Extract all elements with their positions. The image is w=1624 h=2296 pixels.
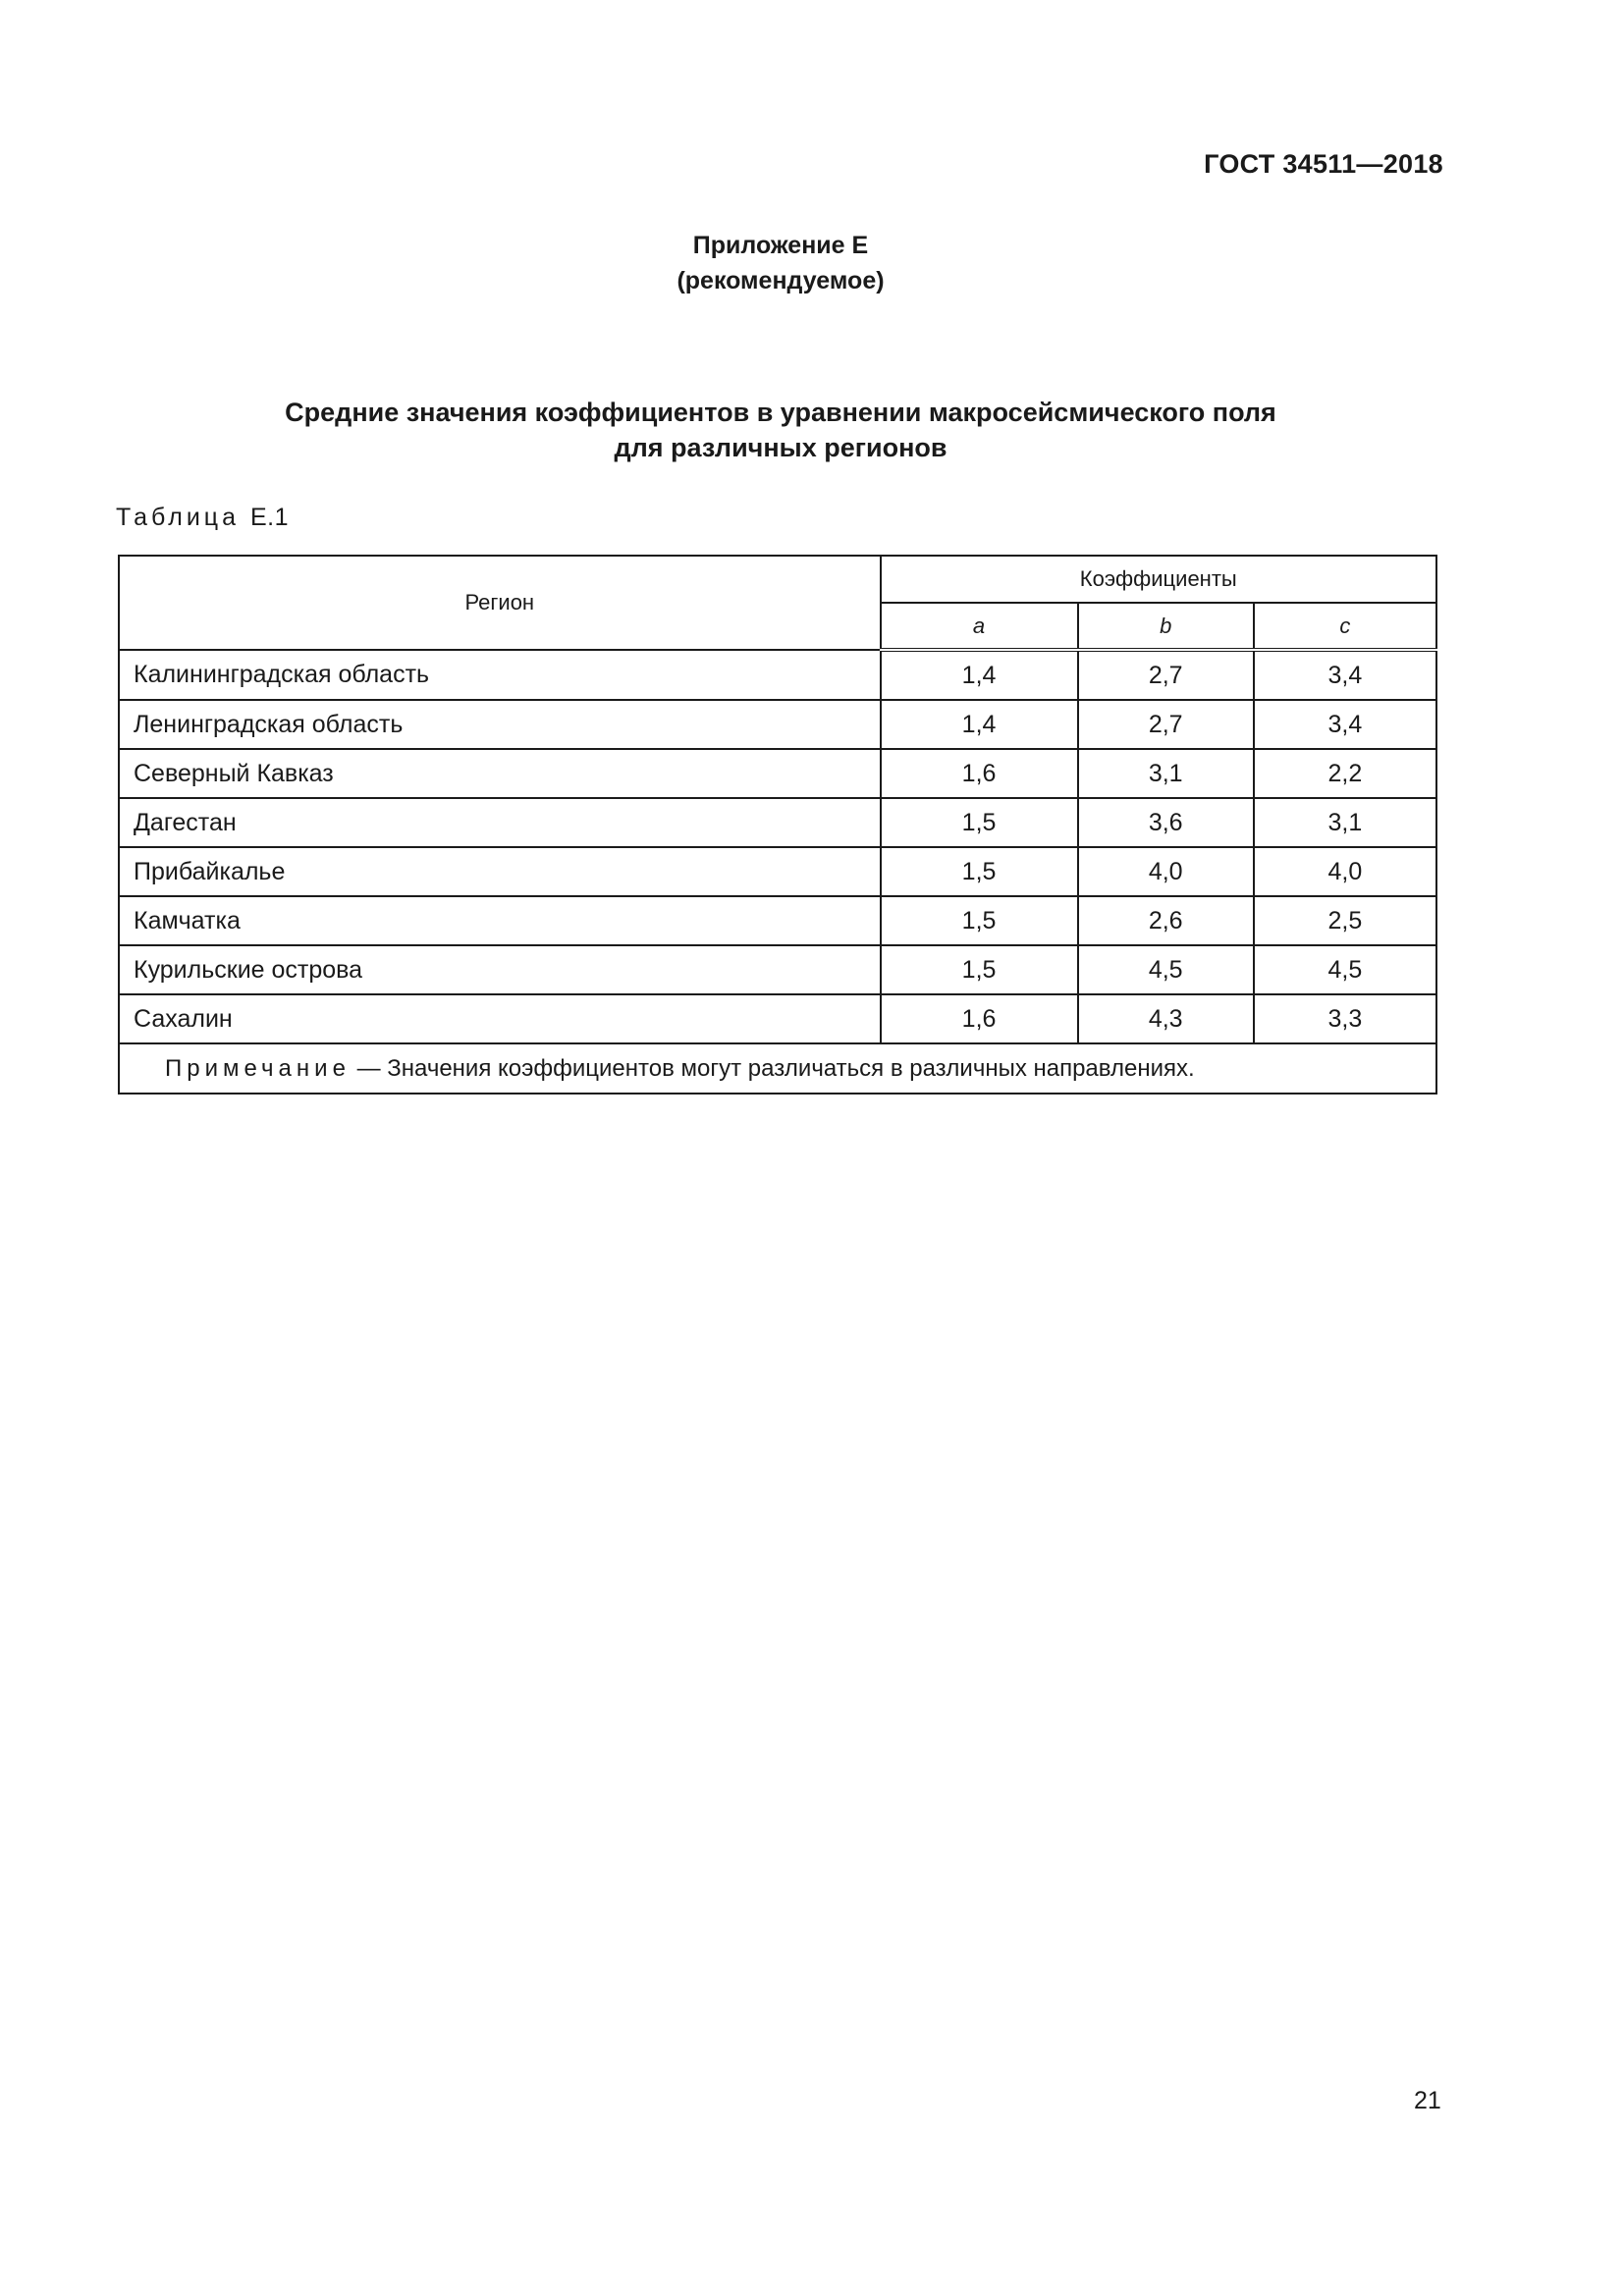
table-row xyxy=(119,847,1436,896)
cell-a: 1,5 xyxy=(881,798,1078,847)
document-id: ГОСТ 34511—2018 xyxy=(1204,149,1443,179)
cell-a: 1,6 xyxy=(881,749,1078,798)
table-row xyxy=(119,896,1436,945)
table-caption-number: Е.1 xyxy=(249,504,290,531)
table-row xyxy=(119,650,1436,700)
cell-b: 2,6 xyxy=(1078,896,1254,945)
cell-c: 3,3 xyxy=(1254,994,1436,1043)
page-number: 21 xyxy=(1414,2087,1441,2114)
coefficients-table xyxy=(118,555,1437,1095)
cell-a: 1,4 xyxy=(881,700,1078,749)
section-title-line1: Средние значения коэффициентов в уравнении макросейсмического поля xyxy=(285,398,1276,427)
cell-b: 3,6 xyxy=(1078,798,1254,847)
cell-b: 4,5 xyxy=(1078,945,1254,994)
table-row xyxy=(119,945,1436,994)
appendix-title: Приложение Е xyxy=(692,232,869,259)
cell-a: 1,5 xyxy=(881,847,1078,896)
appendix-heading xyxy=(0,228,1561,298)
cell-c: 2,5 xyxy=(1254,896,1436,945)
table-row xyxy=(119,798,1436,847)
cell-a: 1,6 xyxy=(881,994,1078,1043)
header-region: Регион xyxy=(119,556,881,650)
cell-region: Сахалин xyxy=(119,994,881,1043)
cell-c: 3,4 xyxy=(1254,650,1436,700)
table-caption-word: Таблица xyxy=(116,504,241,531)
cell-b: 4,0 xyxy=(1078,847,1254,896)
cell-region: Камчатка xyxy=(119,896,881,945)
table-row xyxy=(119,700,1436,749)
table-note-row xyxy=(119,1043,1436,1094)
header-b: b xyxy=(1078,603,1254,650)
cell-b: 2,7 xyxy=(1078,650,1254,700)
cell-region: Ленинградская область xyxy=(119,700,881,749)
cell-a: 1,4 xyxy=(881,650,1078,700)
header-a: a xyxy=(881,603,1078,650)
cell-b: 4,3 xyxy=(1078,994,1254,1043)
cell-region: Калининградская область xyxy=(119,650,881,700)
header-coefficients: Коэффициенты xyxy=(881,556,1436,603)
cell-b: 2,7 xyxy=(1078,700,1254,749)
cell-a: 1,5 xyxy=(881,945,1078,994)
cell-c: 2,2 xyxy=(1254,749,1436,798)
note-label: Примечание xyxy=(165,1054,351,1082)
cell-c: 3,1 xyxy=(1254,798,1436,847)
section-title-line2: для различных регионов xyxy=(614,433,947,462)
header-c: c xyxy=(1254,603,1436,650)
cell-region: Прибайкалье xyxy=(119,847,881,896)
table-row xyxy=(119,994,1436,1043)
appendix-status: (рекомендуемое) xyxy=(677,267,885,294)
table-caption xyxy=(116,504,289,532)
cell-c: 4,0 xyxy=(1254,847,1436,896)
cell-c: 3,4 xyxy=(1254,700,1436,749)
cell-region: Курильские острова xyxy=(119,945,881,994)
table-row xyxy=(119,749,1436,798)
cell-region: Северный Кавказ xyxy=(119,749,881,798)
cell-c: 4,5 xyxy=(1254,945,1436,994)
cell-b: 3,1 xyxy=(1078,749,1254,798)
note-text: — Значения коэффициентов могут различаться в различных направлениях. xyxy=(350,1054,1195,1082)
table-note xyxy=(119,1043,1436,1094)
table-header-row xyxy=(119,556,1436,603)
cell-region: Дагестан xyxy=(119,798,881,847)
section-title xyxy=(0,395,1561,465)
cell-a: 1,5 xyxy=(881,896,1078,945)
